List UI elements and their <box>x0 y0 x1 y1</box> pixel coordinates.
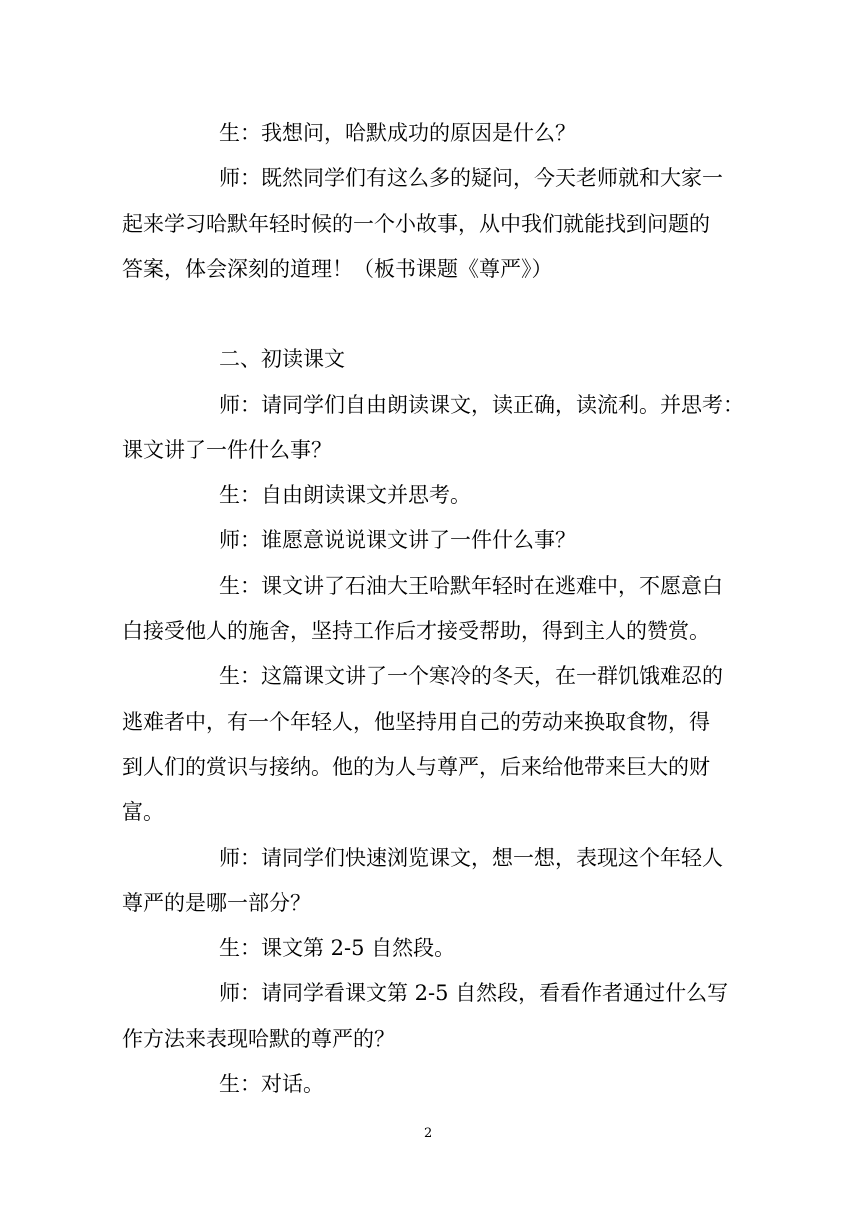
text-line: 师：谁愿意说说课文讲了一件什么事？ <box>219 528 576 552</box>
text-line: 逃难者中，有一个年轻人，他坚持用自己的劳动来换取食物，得 <box>122 710 710 734</box>
page-number: 2 <box>424 1126 433 1141</box>
text-line: 师：既然同学们有这么多的疑问，今天老师就和大家一 <box>219 166 723 190</box>
text-line: 师：请同学看课文第 2-5 自然段，看看作者通过什么写 <box>219 981 729 1005</box>
text-line: 生：这篇课文讲了一个寒冷的冬天，在一群饥饿难忍的 <box>219 664 723 688</box>
text-line: 生：课文第 2-5 自然段。 <box>219 936 456 960</box>
text-line: 课文讲了一件什么事？ <box>122 438 332 462</box>
text-line: 起来学习哈默年轻时候的一个小故事，从中我们就能找到问题的 <box>122 212 710 236</box>
text-line: 生：自由朗读课文并思考。 <box>219 483 471 507</box>
text-line: 答案，体会深刻的道理！（板书课题《尊严》） <box>122 257 553 281</box>
text-line: 生：我想问，哈默成功的原因是什么？ <box>219 121 576 145</box>
text-line: 作方法来表现哈默的尊严的？ <box>122 1027 395 1051</box>
text-line: 师：请同学们自由朗读课文，读正确，读流利。并思考： <box>219 393 744 417</box>
text-line: 白接受他人的施舍，坚持工作后才接受帮助，得到主人的赞赏。 <box>122 619 710 643</box>
text-line: 富。 <box>122 800 164 824</box>
text-line: 生：对话。 <box>219 1072 324 1096</box>
section-heading: 二、初读课文 <box>219 347 345 371</box>
text-line: 尊严的是哪一部分？ <box>122 891 311 915</box>
text-line: 生：课文讲了石油大王哈默年轻时在逃难中，不愿意白 <box>219 574 723 598</box>
text-line: 师：请同学们快速浏览课文，想一想，表现这个年轻人 <box>219 846 723 870</box>
text-line: 到人们的赏识与接纳。他的为人与尊严，后来给他带来巨大的财 <box>122 755 710 779</box>
